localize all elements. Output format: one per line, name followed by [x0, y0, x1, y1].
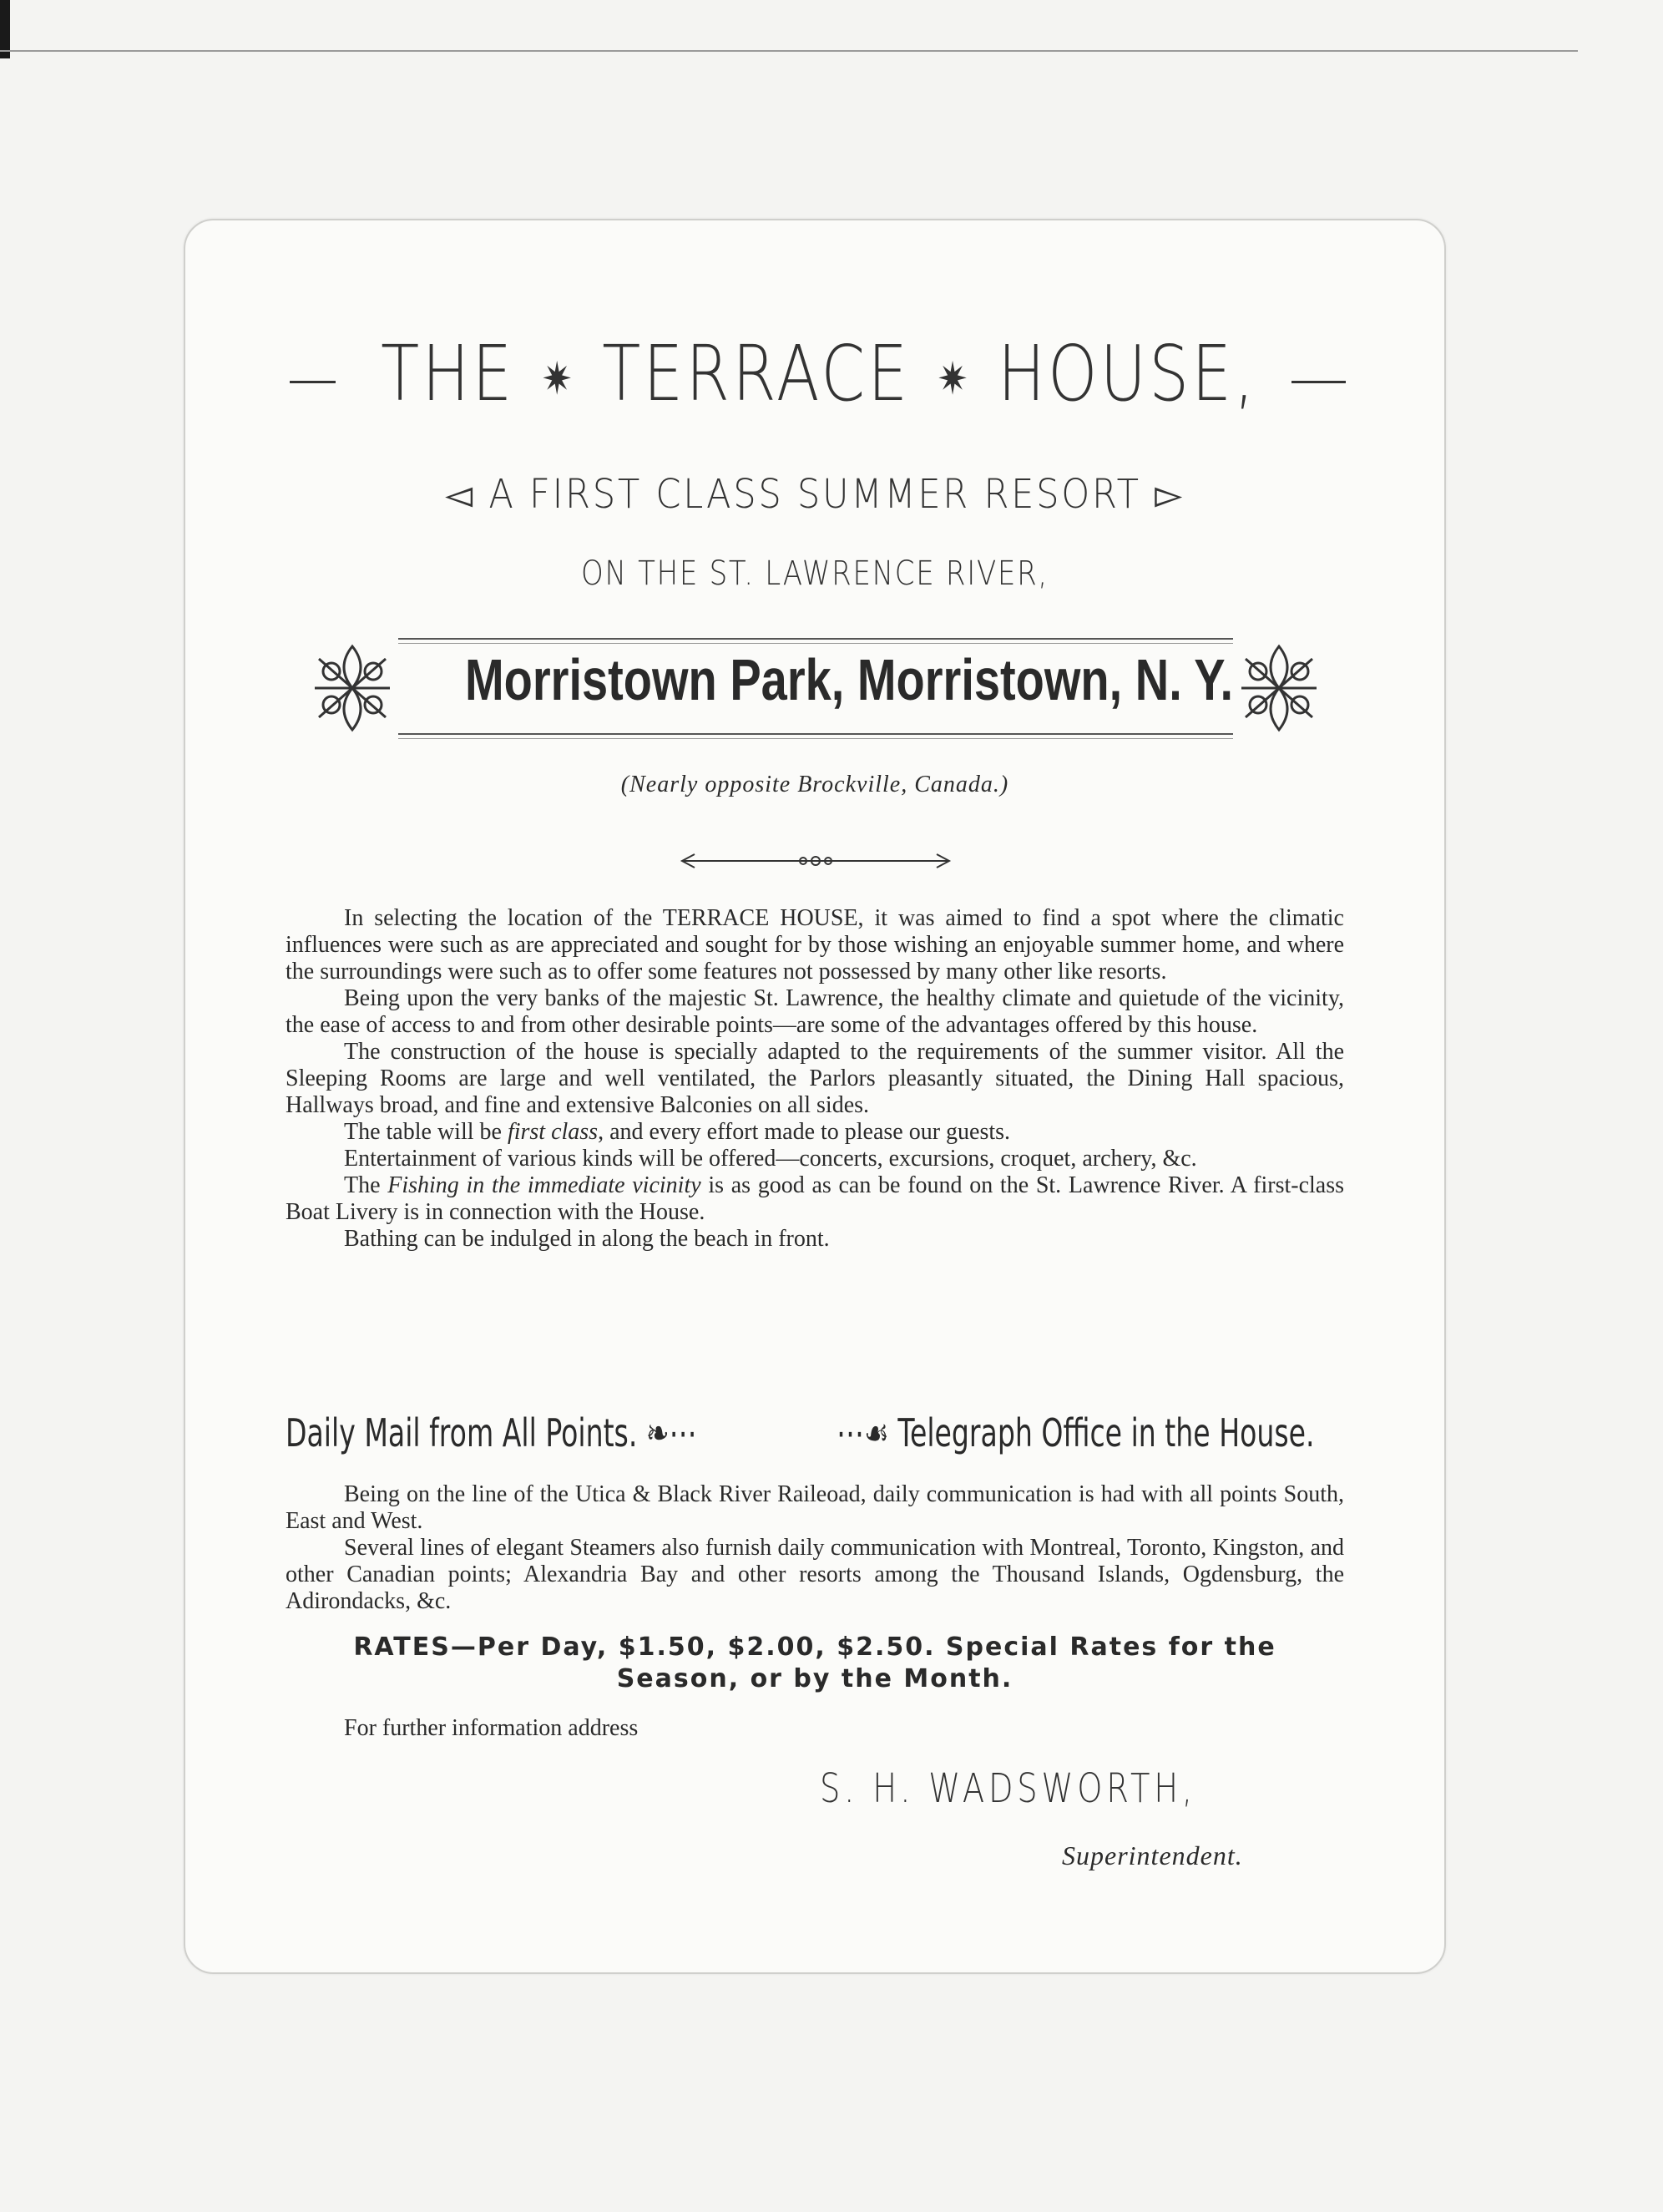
- title-word-1: THE: [381, 329, 515, 418]
- emphasis: Fishing in the immediate vicinity: [387, 1172, 701, 1198]
- signatory-role: Superintendent.: [1062, 1840, 1243, 1870]
- rates-block: [286, 1632, 1344, 1695]
- subtitle: [398, 471, 1231, 518]
- description-body: [286, 905, 1344, 1253]
- title-word-2: TERRACE: [602, 329, 911, 418]
- text-run: The table will be: [344, 1119, 508, 1145]
- scan-line: [0, 50, 1578, 52]
- transport-body: [286, 1481, 1344, 1615]
- subtitle-text: A FIRST CLASS SUMMER RESORT: [488, 471, 1141, 518]
- rates-line: RATES—Per Day, $1.50, $2.00, $2.50. Special Rates for the: [353, 1632, 1276, 1662]
- frame-rule: [398, 638, 1233, 640]
- location-heading: Morristown Park, Morristown, N. Y.: [465, 647, 1234, 712]
- floral-ornament-icon: [1233, 634, 1325, 742]
- emphasis: first class: [507, 1119, 599, 1145]
- floral-ornament-icon: [306, 634, 398, 742]
- title-rule-right: [1291, 381, 1346, 383]
- paragraph: In selecting the location of the TERRACE HOUSE, it was aimed to find a spot where the climatic influences were such as are appreciated and sought for by those wishing an enjoyable summer home, and where the surroundings were such as to offer some features not possessed by many other like resorts.: [286, 905, 1344, 985]
- paragraph: [286, 1172, 1344, 1226]
- title-rule-left: [290, 381, 336, 383]
- flourish-icon: ⋯☙: [837, 1410, 889, 1455]
- text-run: , and every effort made to please our guests.: [598, 1119, 1011, 1145]
- arrow-divider-icon: [678, 851, 953, 871]
- telegraph-feature-text: Telegraph Office in the House.: [897, 1410, 1315, 1455]
- mail-feature-text: Daily Mail from All Points.: [286, 1410, 638, 1455]
- frame-rule: [398, 643, 1233, 644]
- star-ornament-icon: ✷: [937, 352, 971, 405]
- paragraph: Entertainment of various kinds will be offered—concerts, excursions, croquet, archery, &c.: [344, 1146, 1197, 1172]
- subtitle-river: ON THE ST. LAWRENCE RIVER,: [581, 554, 1049, 593]
- further-info: For further information address: [344, 1715, 639, 1741]
- triangle-right-icon: ▻: [1155, 471, 1185, 518]
- text-run: The: [344, 1172, 388, 1198]
- flourish-icon: ❧⋯: [645, 1410, 697, 1455]
- paragraph: Bathing can be indulged in along the beach in front.: [344, 1226, 830, 1252]
- location-note: (Nearly opposite Brockville, Canada.): [620, 772, 1009, 797]
- signatory-name: S. H. WADSWORTH,: [820, 1765, 1196, 1812]
- paragraph: Being upon the very banks of the majestic St. Lawrence, the healthy climate and quietude of the vicinity, the ease of access to and from other desirable points—are some of the advantages offered by this house.: [286, 985, 1344, 1038]
- paragraph: Being on the line of the Utica & Black River Raileoad, daily communication is had with all points South, East and West.: [286, 1481, 1344, 1534]
- mail-feature: [286, 1410, 697, 1455]
- title-word-3: HOUSE,: [998, 329, 1257, 418]
- telegraph-feature: [837, 1410, 1315, 1455]
- paragraph: Several lines of elegant Steamers also furnish daily communication with Montreal, Toronto, Kingston, and other Canadian points; Alexandria Bay and other resorts among the Thousand Islands, Ogdensburg, the Adirondacks, &c.: [286, 1535, 1344, 1614]
- frame-rule: [398, 738, 1233, 739]
- star-ornament-icon: ✷: [541, 352, 576, 405]
- paragraph: The construction of the house is specially adapted to the requirements of the summer visitor. All the Sleeping Rooms are large and well ventilated, the Parlors pleasantly situated, the Dining Hall spacious, Hallways broad, and fine and extensive Balconies on all sides.: [286, 1039, 1344, 1118]
- frame-rule: [398, 733, 1233, 735]
- paragraph: [286, 1119, 1344, 1146]
- page-title: [381, 329, 1257, 418]
- rates-line: Season, or by the Month.: [616, 1664, 1013, 1693]
- triangle-left-icon: ◅: [444, 471, 475, 518]
- document-card: [184, 219, 1446, 1974]
- features-row: [286, 1410, 1344, 1469]
- text-run: is as good as can be found on the St. Lawrence River. A first-class Boat Livery is in connection with the House.: [286, 1172, 1345, 1225]
